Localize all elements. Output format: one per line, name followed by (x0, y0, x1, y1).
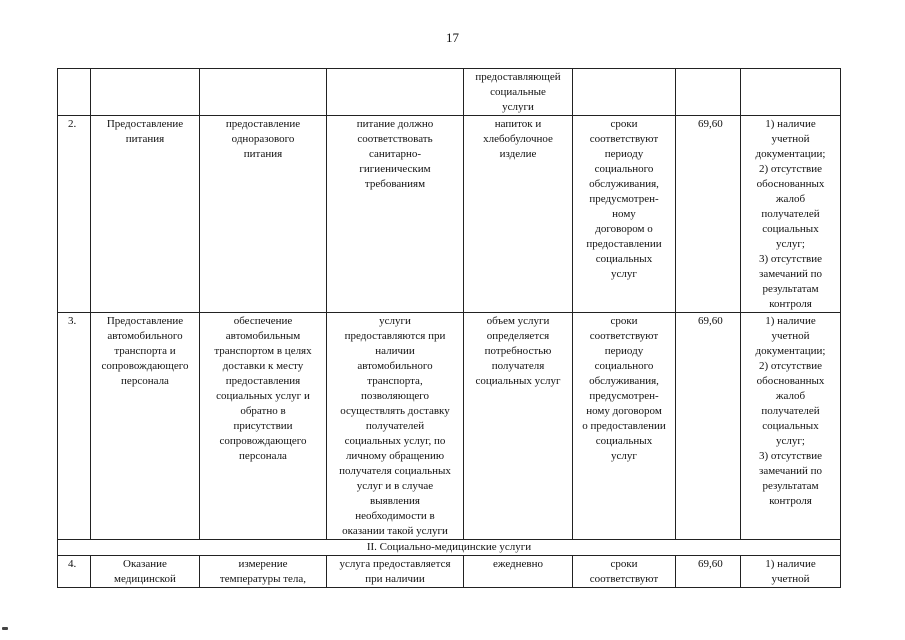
cell-text-line: услуг и в случае (356, 480, 434, 492)
cell-name (91, 116, 200, 313)
cell-text-line: предоставляются при (344, 330, 446, 342)
cell-text-line: услуг (611, 450, 637, 462)
cell-text-line: 3) отсутствие (758, 450, 823, 462)
cell-text-line: медицинской (114, 573, 176, 585)
cell-text-line: Предоставление (106, 315, 184, 327)
cell-text-line: соответствуют (589, 573, 659, 585)
cell-text-line: услуга предоставляется (339, 558, 451, 570)
cell-text-line: питания (125, 133, 165, 145)
scan-artifact-mark (2, 627, 8, 630)
cell-text-line: услуг; (776, 238, 805, 250)
cell-text-line: контроля (769, 298, 812, 310)
cell-text-line: потребностью (484, 345, 552, 357)
cell-text-line: одноразового (231, 133, 295, 145)
table-row (58, 313, 841, 540)
cell-text-line: личному обращению (345, 450, 445, 462)
services-table (57, 68, 841, 588)
cell-quality (741, 313, 841, 540)
cell-text-line: результатам (762, 283, 819, 295)
table-row (58, 116, 841, 313)
cell-text-line: 3) отсутствие (758, 253, 823, 265)
cell-num (58, 69, 91, 116)
cell-text-line: обеспечение (233, 315, 293, 327)
cell-description (200, 69, 327, 116)
cell-text-line: соответствуют (589, 330, 659, 342)
cell-text-line: Оказание (123, 558, 167, 570)
cell-text-line: автомобильного (357, 360, 433, 372)
cell-text-line: предоставление (225, 118, 301, 130)
cell-price (676, 69, 741, 116)
cell-text-line: 1) наличие (765, 558, 816, 570)
cell-conditions (327, 313, 464, 540)
cell-text-line: услуг; (776, 435, 805, 447)
services-table-container (57, 68, 840, 588)
cell-text-line: требованиям (364, 178, 426, 190)
cell-text-line: автомобильного (107, 330, 183, 342)
cell-description (200, 116, 327, 313)
cell-text-line: сопровождающего (101, 360, 189, 372)
cell-text-line: определяется (486, 330, 550, 342)
cell-text-line: сроки (610, 118, 638, 130)
cell-text-line: напиток и (494, 118, 542, 130)
cell-conditions (327, 69, 464, 116)
cell-text-line: при наличии (365, 573, 425, 585)
cell-text-line: питание должно (356, 118, 434, 130)
section-header-row (58, 540, 841, 556)
cell-text-line: социальных услуг (475, 375, 561, 387)
cell-text-line: измерение (238, 558, 288, 570)
cell-text-line: получателя (491, 360, 545, 372)
cell-conditions (327, 556, 464, 588)
cell-text-line: выявления (370, 495, 420, 507)
cell-text-line: замечаний по (758, 268, 822, 280)
cell-text-line: персонала (121, 375, 169, 387)
cell-text-line: хлебобулочное (483, 133, 553, 145)
continuation-row (58, 69, 841, 116)
cell-text-line: о предоставлении (582, 420, 666, 432)
cell-text-line: обслуживания, (589, 375, 659, 387)
cell-text-line: учетной (771, 133, 810, 145)
cell-text-line: температуры тела, (219, 573, 307, 585)
cell-text-line: 2) отсутствие (758, 163, 823, 175)
cell-num: 4. (58, 556, 91, 588)
cell-terms (573, 313, 676, 540)
cell-name (91, 69, 200, 116)
cell-volume (464, 556, 573, 588)
cell-text-line: социальные (490, 86, 546, 98)
cell-text-line: соответствуют (589, 133, 659, 145)
cell-text-line: социального (594, 360, 654, 372)
cell-text-line: социальных (762, 420, 819, 432)
section-header: II. Социально-медицинские услуги (58, 540, 841, 556)
cell-name (91, 556, 200, 588)
cell-text-line: периоду (604, 148, 644, 160)
cell-text-line: документации; (755, 345, 826, 357)
cell-text-line: услуги (379, 315, 411, 327)
cell-text-line: услуги (502, 101, 534, 113)
cell-text-line: периоду (604, 345, 644, 357)
cell-num: 3. (58, 313, 91, 540)
cell-text-line: санитарно- (368, 148, 422, 160)
cell-terms (573, 69, 676, 116)
cell-price: 69,60 (676, 116, 741, 313)
cell-text-line: персонала (239, 450, 287, 462)
cell-text-line: предоставляющей (475, 71, 561, 83)
cell-text-line: социального (594, 163, 654, 175)
cell-terms (573, 556, 676, 588)
cell-quality (741, 69, 841, 116)
cell-text-line: ному (612, 208, 636, 220)
cell-text-line: замечаний по (758, 465, 822, 477)
cell-text-line: обоснованных (756, 178, 825, 190)
cell-text-line: сопровождающего (219, 435, 307, 447)
cell-text-line: получателей (365, 420, 425, 432)
cell-text-line: 1) наличие (765, 118, 816, 130)
cell-text-line: транспорта и (114, 345, 176, 357)
cell-text-line: получателей (761, 405, 820, 417)
cell-text-line: наличии (375, 345, 415, 357)
cell-text-line: ному договором (586, 405, 662, 417)
page-number: 17 (446, 30, 459, 45)
cell-text-line: сроки (610, 315, 638, 327)
cell-text-line: гигиеническим (359, 163, 431, 175)
cell-text-line: получателей (761, 208, 820, 220)
cell-text-line: контроля (769, 495, 812, 507)
cell-text-line: питания (243, 148, 283, 160)
cell-text-line: 1) наличие (765, 315, 816, 327)
cell-text-line: социальных услуг и (216, 390, 310, 402)
cell-text-line: социальных услуг, по (344, 435, 446, 447)
services-table-body (58, 69, 841, 588)
cell-volume (464, 116, 573, 313)
cell-text-line: автомобильным (225, 330, 301, 342)
cell-text-line: предусмотрен- (589, 193, 659, 205)
cell-text-line: транспорта, (367, 375, 423, 387)
cell-text-line: необходимости в (355, 510, 435, 522)
cell-text-line: оказании такой услуги (342, 525, 448, 537)
cell-text-line: социальных (595, 435, 653, 447)
cell-text-line: документации; (755, 148, 826, 160)
cell-text-line: объем услуги (486, 315, 550, 327)
cell-text-line: доставки к месту (222, 360, 304, 372)
cell-text-line: предоставлении (586, 238, 662, 250)
cell-name (91, 313, 200, 540)
cell-text-line: осуществлять доставку (340, 405, 450, 417)
cell-price: 69,60 (676, 313, 741, 540)
cell-text-line: социальных (762, 223, 819, 235)
cell-text-line: социальных (595, 253, 653, 265)
cell-text-line: Предоставление (106, 118, 184, 130)
cell-conditions (327, 116, 464, 313)
cell-text-line: получателя социальных (339, 465, 451, 477)
cell-description (200, 556, 327, 588)
cell-text-line: услуг (611, 268, 637, 280)
cell-text-line: соответствовать (357, 133, 433, 145)
cell-text-line: жалоб (775, 390, 806, 402)
cell-text-line: обслуживания, (589, 178, 659, 190)
cell-text-line: изделие (499, 148, 537, 160)
cell-text-line: жалоб (775, 193, 806, 205)
cell-text-line: договором о (595, 223, 653, 235)
cell-text-line: сроки (610, 558, 638, 570)
cell-text-line: результатам (762, 480, 819, 492)
cell-text-line: присутствии (233, 420, 293, 432)
cell-text-line: позволяющего (360, 390, 430, 402)
cell-text-line: 2) отсутствие (758, 360, 823, 372)
cell-text-line: предусмотрен- (589, 390, 659, 402)
cell-num: 2. (58, 116, 91, 313)
cell-volume (464, 313, 573, 540)
cell-text-line: обоснованных (756, 375, 825, 387)
cell-quality (741, 116, 841, 313)
table-row (58, 556, 841, 588)
cell-price: 69,60 (676, 556, 741, 588)
cell-text-line: ежедневно (492, 558, 544, 570)
cell-terms (573, 116, 676, 313)
cell-quality (741, 556, 841, 588)
cell-text-line: учетной (771, 330, 810, 342)
cell-volume (464, 69, 573, 116)
cell-description (200, 313, 327, 540)
cell-text-line: предоставления (225, 375, 301, 387)
cell-text-line: транспортом в целях (214, 345, 312, 357)
cell-text-line: учетной (771, 573, 810, 585)
cell-text-line: обратно в (240, 405, 286, 417)
